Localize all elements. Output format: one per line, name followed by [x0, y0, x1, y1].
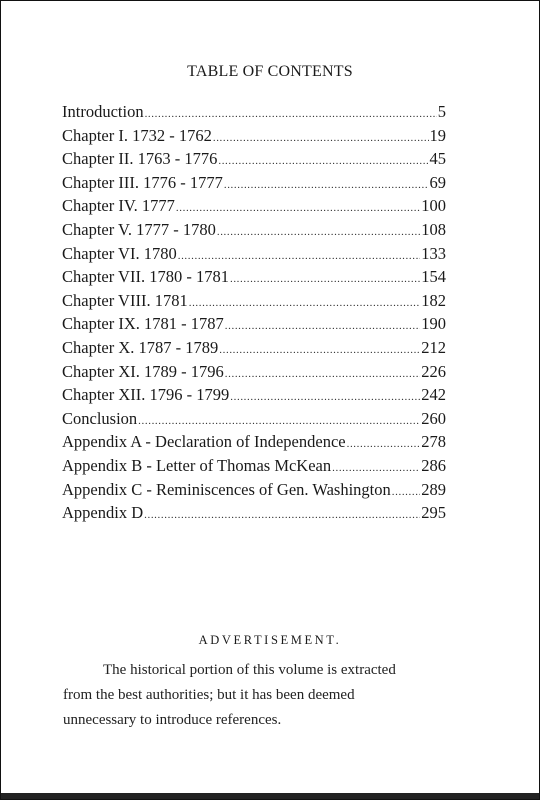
toc-entry-page: 226: [421, 361, 446, 381]
toc-entry-label: Chapter I. 1732 - 1762: [62, 125, 212, 145]
leader-dots: [219, 339, 420, 363]
toc-entry-page: 289: [421, 479, 446, 499]
leader-dots: [144, 504, 420, 528]
toc-entry-label: Chapter VIII. 1781: [62, 290, 188, 310]
toc-entry: [62, 454, 446, 478]
toc-entry-label: Appendix D: [62, 503, 144, 523]
leader-dots: [347, 433, 421, 457]
leader-dots: [224, 174, 429, 198]
toc-entry: [62, 360, 446, 384]
toc-entry-label: Conclusion: [62, 408, 138, 428]
toc-entry-page: 133: [421, 243, 446, 263]
toc-entry-page: 242: [421, 385, 446, 405]
leader-dots: [217, 221, 420, 245]
advertisement-title: ADVERTISEMENT.: [198, 633, 342, 647]
toc-entry: [62, 312, 446, 336]
toc-entry-page: 286: [421, 455, 446, 475]
leader-dots: [225, 315, 420, 339]
toc-entry-page: 212: [421, 337, 446, 357]
toc-entry-page: 45: [429, 149, 446, 169]
toc-entry-label: Chapter X. 1787 - 1789: [62, 337, 219, 357]
toc-entry-label: Chapter XI. 1789 - 1796: [62, 361, 224, 381]
advertisement-line: The historical portion of this volume is extracted: [103, 662, 396, 678]
toc-entry: [62, 147, 446, 171]
toc-entry-label: Chapter II. 1763 - 1776: [62, 149, 218, 169]
advertisement-line: from the best authorities; but it has been deemed: [63, 687, 355, 703]
toc-entry: [62, 265, 446, 289]
toc-entry-label: Chapter III. 1776 - 1777: [62, 172, 223, 192]
toc-title: TABLE OF CONTENTS: [187, 63, 353, 80]
toc-entry-label: Appendix B - Letter of Thomas McKean: [62, 455, 332, 475]
toc-entry: [62, 430, 446, 454]
toc-entry-page: 182: [421, 290, 446, 310]
leader-dots: [392, 481, 420, 505]
toc-entry-label: Chapter IX. 1781 - 1787: [62, 314, 224, 334]
leader-dots: [230, 386, 420, 410]
leader-dots: [213, 127, 429, 151]
toc-entry-page: 260: [421, 408, 446, 428]
toc-entry-label: Chapter XII. 1796 - 1799: [62, 385, 230, 405]
toc-entry-label: Appendix A - Declaration of Independence: [62, 432, 346, 452]
toc-entry-label: Appendix C - Reminiscences of Gen. Washington: [62, 479, 391, 499]
toc-entry: [62, 478, 446, 502]
toc-entry-page: 190: [421, 314, 446, 334]
toc-entry-page: 69: [429, 172, 446, 192]
toc-entry-label: Chapter VI. 1780: [62, 243, 177, 263]
toc-entry: [62, 242, 446, 266]
leader-dots: [218, 150, 428, 174]
toc-entry: [62, 407, 446, 431]
toc-entry-label: Chapter V. 1777 - 1780: [62, 219, 216, 239]
toc-entry: [62, 124, 446, 148]
toc-entry-page: 19: [429, 125, 446, 145]
toc-entry: [62, 100, 446, 124]
toc-entry-page: 108: [421, 219, 446, 239]
toc-entry-page: 278: [421, 432, 446, 452]
toc-list: [62, 100, 446, 525]
toc-entry: [62, 383, 446, 407]
toc-entry-page: 5: [437, 102, 446, 121]
toc-entry: [62, 194, 446, 218]
advertisement-line: unnecessary to introduce references.: [63, 712, 282, 728]
toc-entry-page: 295: [421, 503, 446, 523]
leader-dots: [225, 363, 420, 387]
leader-dots: [230, 268, 420, 292]
toc-entry: [62, 501, 446, 525]
toc-entry: [62, 289, 446, 313]
toc-entry: [62, 218, 446, 242]
advertisement-body: [63, 658, 449, 733]
toc-entry-label: Chapter IV. 1777: [62, 196, 175, 216]
toc-entry-page: 100: [421, 196, 446, 216]
toc-entry-label: Introduction: [62, 102, 144, 121]
toc-entry-page: 154: [421, 267, 446, 287]
toc-entry: [62, 171, 446, 195]
toc-entry: [62, 336, 446, 360]
toc-entry-label: Chapter VII. 1780 - 1781: [62, 267, 229, 287]
